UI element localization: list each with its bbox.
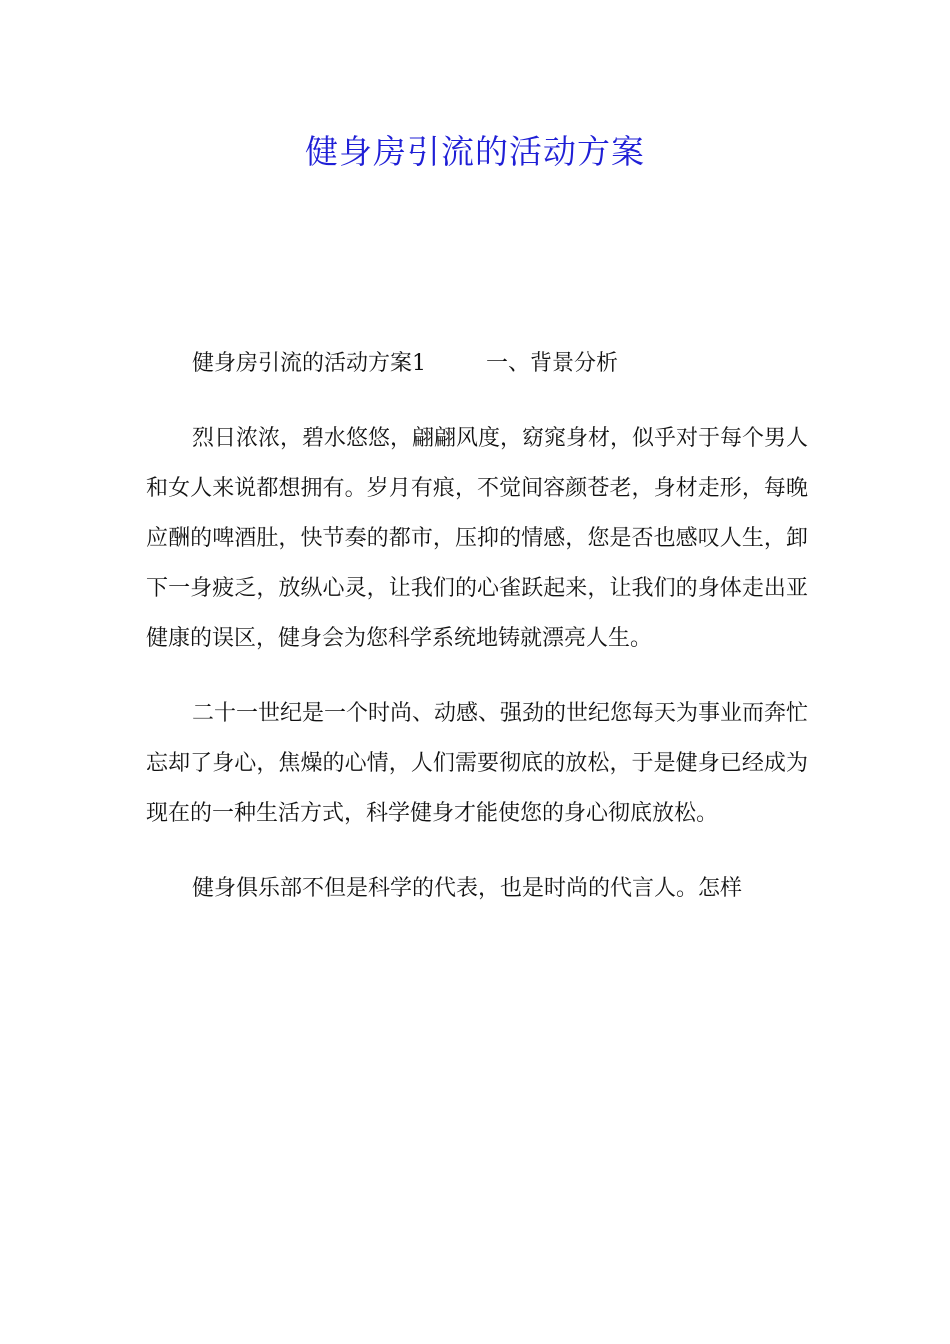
intro-line [146,339,808,389]
section-heading-background: 一、背景分析 [486,351,619,376]
paragraph-3: 健身俱乐部不但是科学的代表，也是时尚的代言人。怎样 [192,876,743,901]
paragraph-1: 烈日浓浓，碧水悠悠，翩翩风度，窈窕身材，似乎对于每个男人和女人来说都想拥有。岁月有痕，不觉间容颜苍老，身材走形，每晚应酬的啤酒肚，快节奏的都市，压抑的情感，您是否也感叹人生，卸下一身疲乏，放纵心灵，让我们的心雀跃起来，让我们的身体走出亚健康的误区，健身会为您科学系统地铸就漂亮人生。 [146,426,809,651]
paragraph-2: 二十一世纪是一个时尚、动感、强劲的世纪您每天为事业而奔忙忘却了身心，焦燥的心情，人们需要彻底的放松，于是健身已经成为现在的一种生活方式，科学健身才能使您的身心彻底放松。 [146,701,809,826]
document-body [146,339,808,939]
section-plan-label: 健身房引流的活动方案1 [192,351,426,376]
document-title: 健身房引流的活动方案 [305,132,645,171]
